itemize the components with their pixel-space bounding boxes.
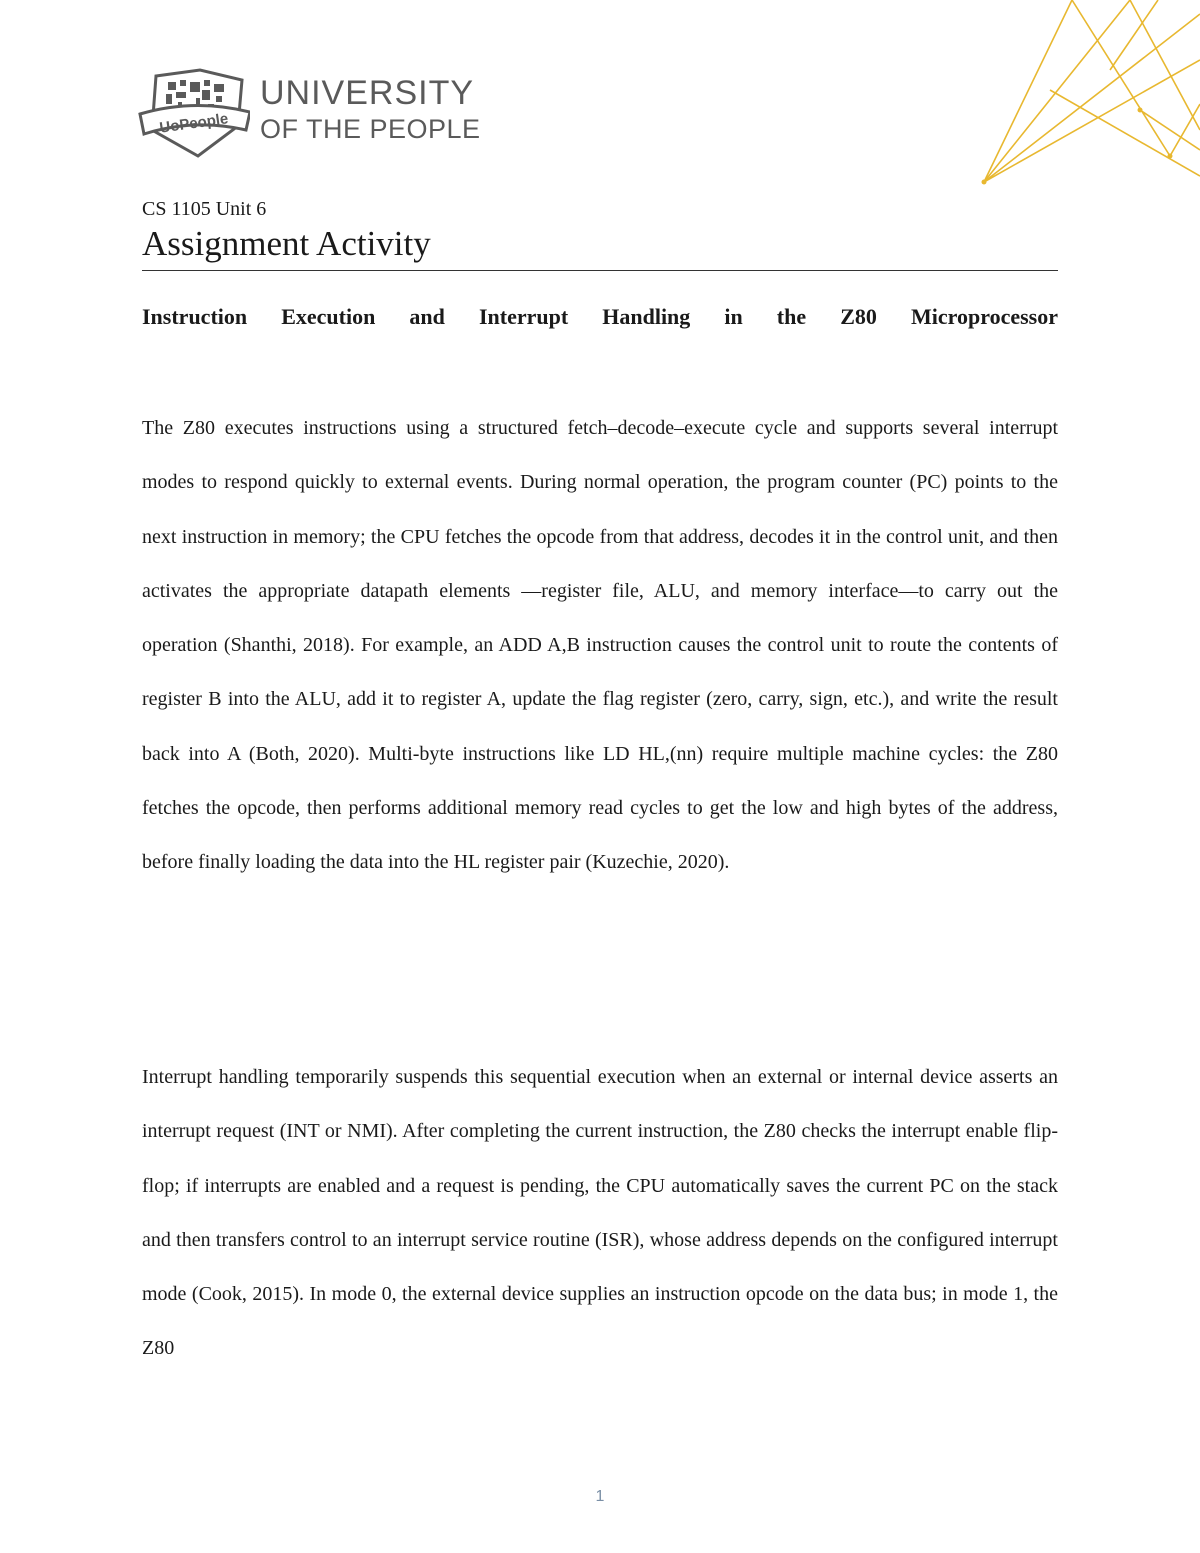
page-number: 1: [595, 1488, 605, 1505]
logo-line-1: UNIVERSITY: [260, 74, 475, 112]
unit-label: CS 1105 Unit 6: [142, 198, 267, 220]
title-divider: [142, 270, 1058, 271]
section-heading: Instruction Execution and Interrupt Handling in the Z80 Microprocessor: [142, 304, 1058, 329]
body-paragraph-2: Interrupt handling temporarily suspends this sequential execution when an external or internal device asserts an interrupt request (INT or NMI). After completing the current instruction, the Z80 checks the interrupt enable flip-flop; if interrupts are enabled and a request is pending, the CPU automatically saves the current PC on the stack and then transfers control to an interrupt service routine (ISR), whose address depends on the configured interrupt mode (Cook, 2015). In mode 0, the external device supplies an instruction opcode on the data bus; in mode 1, the Z80: [142, 1066, 1058, 1360]
university-logo: [138, 68, 498, 160]
body-paragraph-1: The Z80 executes instructions using a structured fetch–decode–execute cycle and supports several interrupt modes to respond quickly to external events. During normal operation, the program counter (PC) points to the next instruction in memory; the CPU fetches the opcode from that address, decodes it in the control unit, and then activates the appropriate datapath elements —register file, ALU, and memory interface—to carry out the operation (Shanthi, 2018). For example, an ADD A,B instruction causes the control unit to route the contents of register B into the ALU, add it to register A, update the flag register (zero, carry, sign, etc.), and write the result back into A (Both, 2020). Multi-byte instructions like LD HL,(nn) require multiple machine cycles: the Z80 fetches the opcode, then performs additional memory read cycles to get the low and high bytes of the address, before finally loading the data into the HL register pair (Kuzechie, 2020).: [142, 417, 1058, 874]
page-title: Assignment Activity: [142, 224, 431, 263]
crest-text: UoPeople: [158, 110, 230, 137]
crest-icon: [138, 68, 250, 160]
logo-line-2: OF THE PEOPLE: [260, 114, 481, 144]
decorative-lines: [900, 0, 1200, 200]
